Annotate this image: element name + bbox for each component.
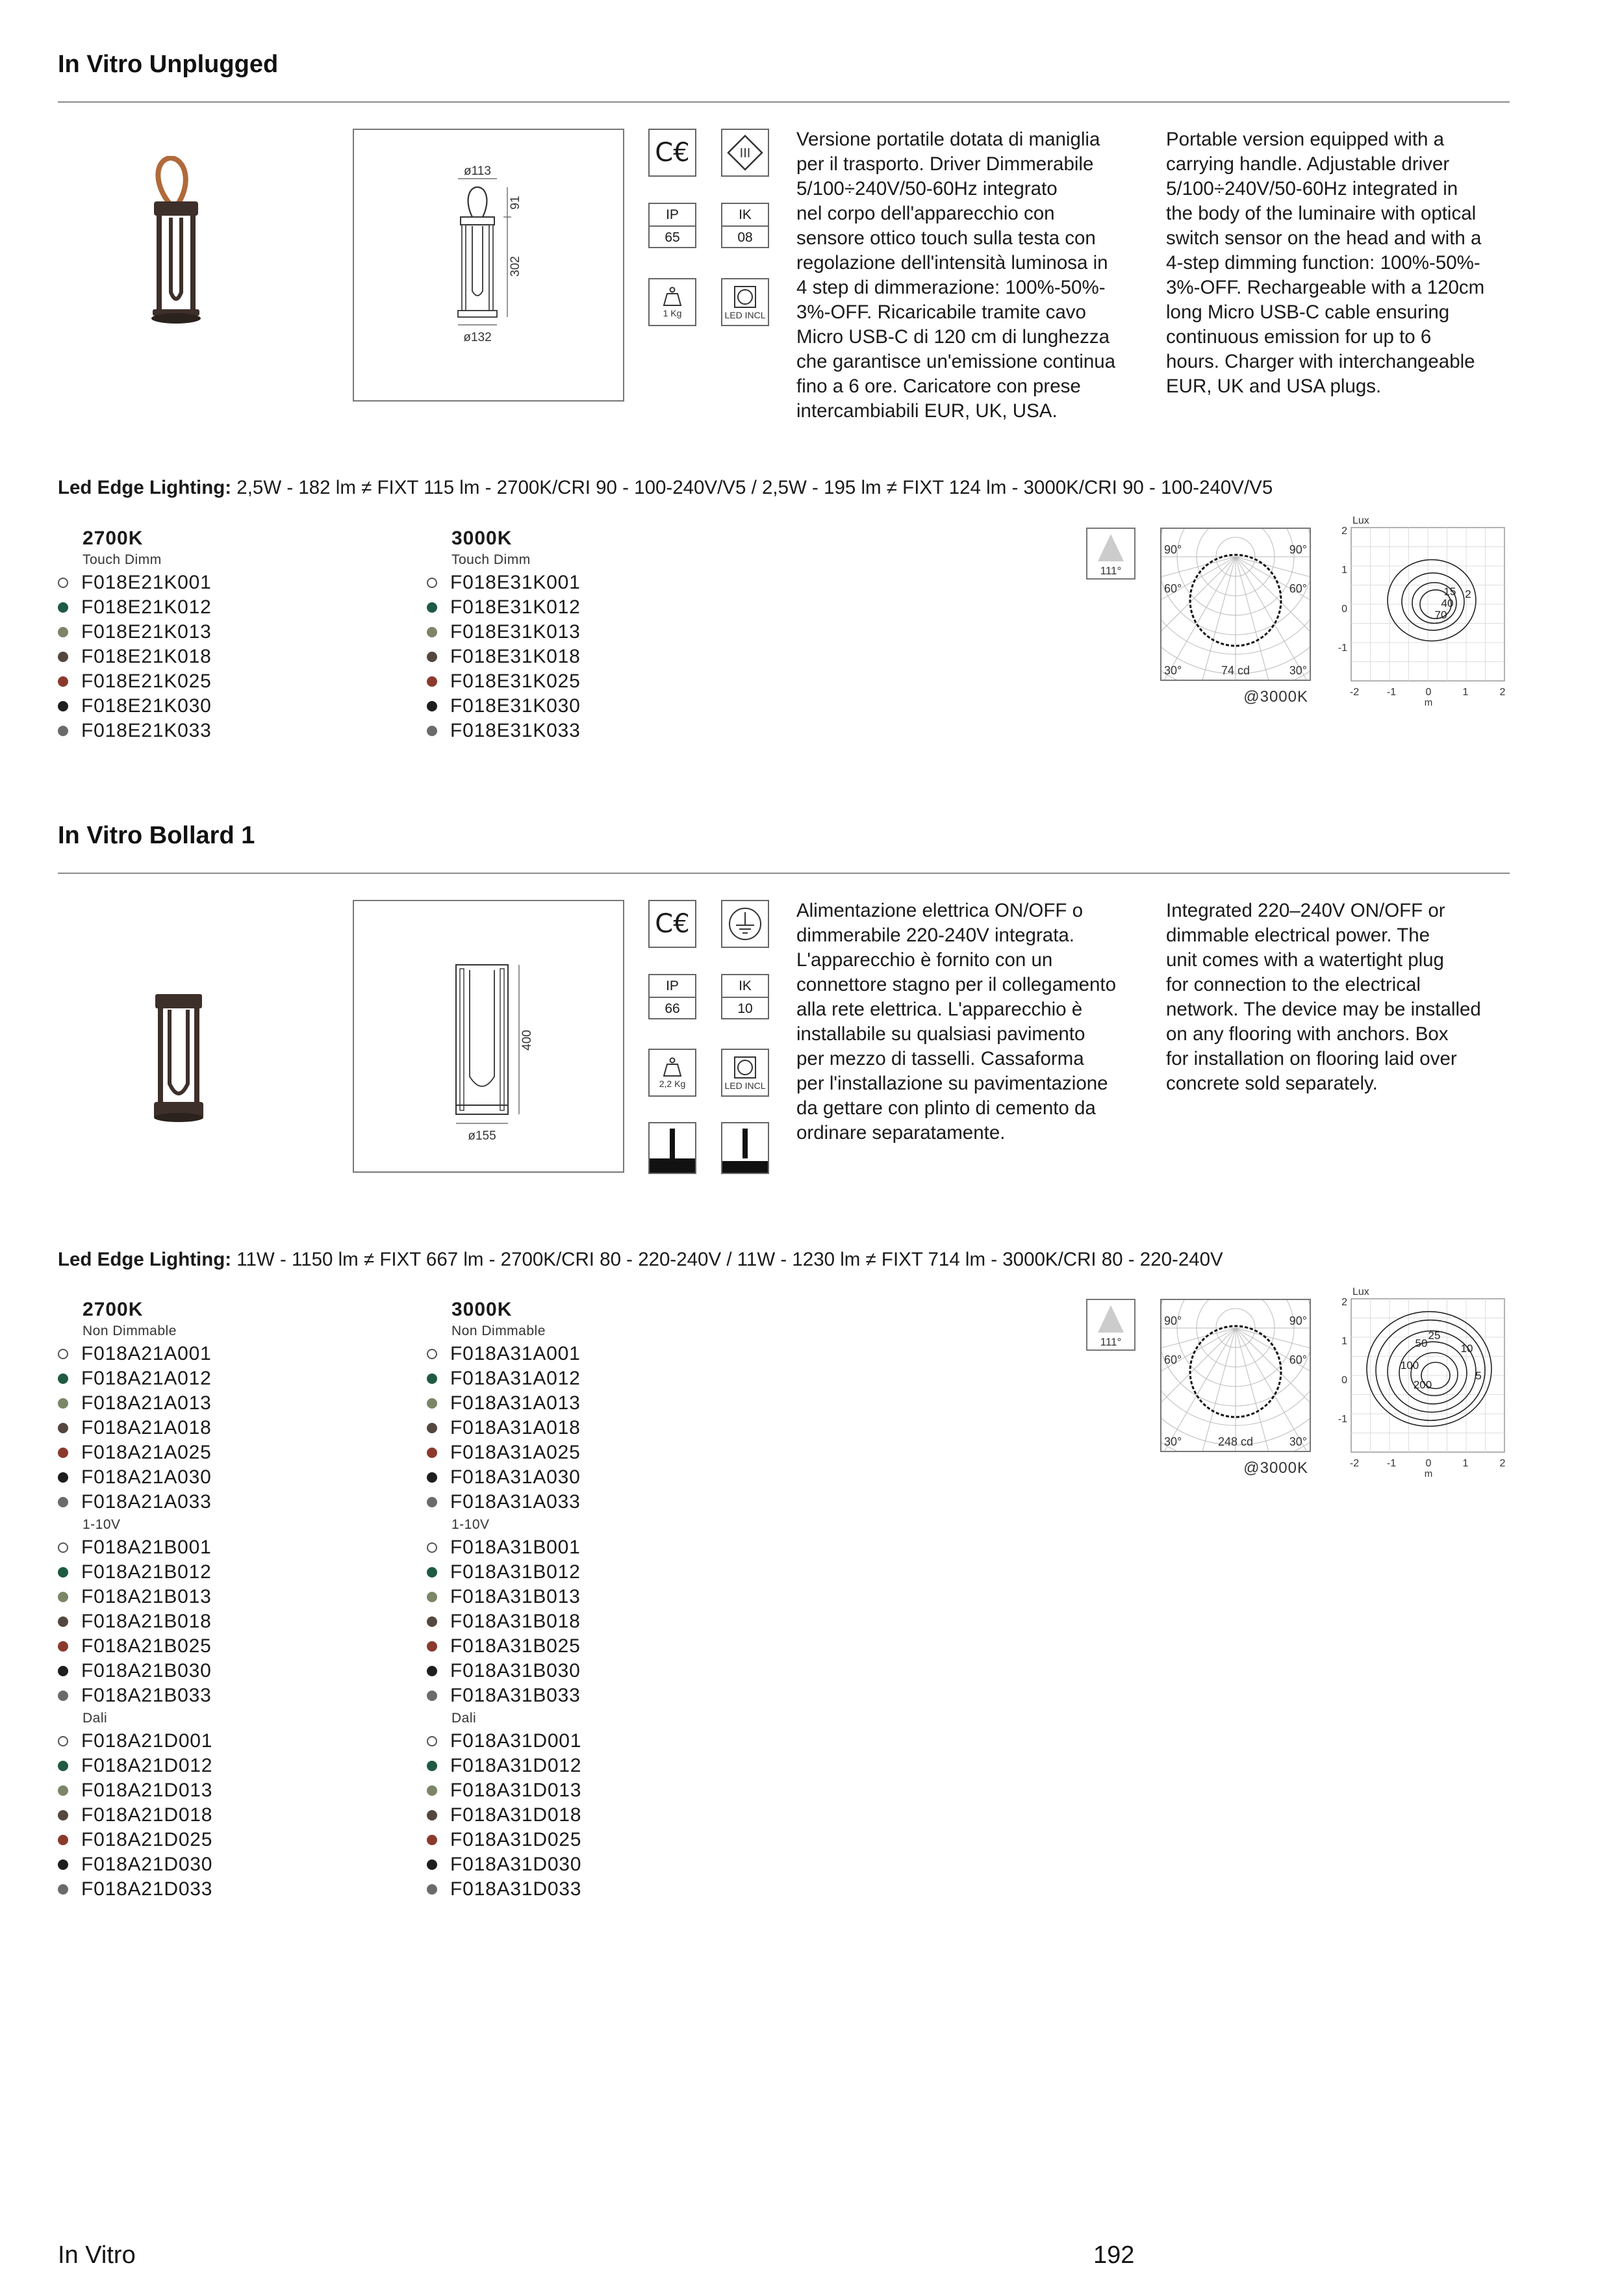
finish-color-swatch [58, 726, 68, 736]
color-temperature-heading: 3000K [451, 528, 513, 549]
finish-color-swatch [427, 1736, 437, 1746]
finish-color-swatch [427, 1497, 437, 1507]
finish-color-swatch [427, 1448, 437, 1458]
product-code-row [427, 1828, 765, 1852]
polar-label: 90° [1164, 543, 1182, 556]
product-code-row [58, 1754, 396, 1778]
product-code-list [427, 1535, 765, 1708]
product-code-row [427, 620, 765, 645]
product-code-row [58, 1535, 396, 1560]
product-code-row [427, 1585, 765, 1609]
ik-value: 10 [722, 997, 768, 1018]
isolux-diagram-bollard [1332, 1284, 1507, 1483]
polar-label: 90° [1289, 1314, 1307, 1327]
product-code: F018A31A033 [450, 1491, 581, 1513]
isolux-y-tick: 1 [1341, 565, 1347, 576]
page-number: 192 [1093, 2242, 1135, 2269]
finish-color-swatch [427, 1641, 437, 1652]
product-code-row [427, 1659, 765, 1683]
finish-color-swatch [427, 1398, 437, 1409]
isolux-value-label: 5 [1475, 1370, 1482, 1382]
finish-color-swatch [427, 1761, 437, 1771]
technical-drawing-unplugged [353, 129, 624, 402]
finish-color-swatch [427, 1666, 437, 1676]
polar-label: 90° [1164, 1314, 1182, 1327]
product-code: F018A21B013 [81, 1586, 212, 1607]
product-code-row [427, 1416, 765, 1440]
color-temperature-heading: 3000K [451, 1299, 513, 1320]
description-italian-bollard: Alimentazione elettrica ON/OFF o dimmerabile 220-240V integrata. L'apparecchio è fornito con un connettore stagno per il collegamento alla rete elettrica. L'apparecchio è installabile su qualsiasi pavimento per mezzo di tasselli. Cassaforma per l'installazione su pavimentazione da gettare con plinto di cemento da ordinare separatamente. [796, 900, 1116, 1143]
product-code: F018A21D030 [81, 1854, 213, 1875]
isolux-unit-label: Lux [1352, 1286, 1369, 1297]
floor-mount-icon [648, 1122, 696, 1174]
product-code-row [58, 1465, 396, 1490]
product-code: F018A31B025 [450, 1635, 581, 1657]
ce-mark-icon: C€ [648, 900, 696, 948]
ip-value: 66 [650, 997, 695, 1018]
class-iii-label: III [739, 146, 751, 160]
ip-label: IP [666, 978, 679, 993]
finish-color-swatch [58, 1810, 68, 1820]
isolux-y-tick: 0 [1341, 1375, 1347, 1386]
finish-color-swatch [58, 1497, 68, 1507]
finish-color-swatch [427, 602, 437, 613]
product-code-list [58, 1535, 396, 1708]
polar-diagram-bollard [1160, 1299, 1311, 1481]
finish-color-swatch [427, 1542, 437, 1553]
ip-rating-badge [648, 974, 696, 1019]
led-included-icon [721, 278, 769, 326]
finish-color-swatch [58, 1616, 68, 1627]
led-included-label: LED INCL [724, 1080, 766, 1091]
led-included-label: LED INCL [724, 310, 766, 320]
product-code-row [58, 694, 396, 719]
polar-diagram-unplugged [1160, 528, 1311, 710]
isolux-diagram-unplugged [1332, 513, 1507, 711]
product-code-row [427, 1465, 765, 1490]
product-code-row [58, 1560, 396, 1585]
finish-color-swatch [427, 1859, 437, 1870]
product-code: F018E21K001 [81, 572, 212, 593]
control-type-label: Non Dimmable [82, 1323, 177, 1338]
finish-color-swatch [58, 1423, 68, 1433]
finish-color-swatch [58, 1398, 68, 1409]
product-code: F018A21B025 [81, 1635, 212, 1657]
finish-color-swatch [58, 1592, 68, 1602]
dim-diameter-top: ø113 [464, 164, 491, 178]
product-code-row [58, 1634, 396, 1659]
polar-label: 90° [1289, 543, 1307, 556]
product-code-row [427, 1342, 765, 1366]
finish-color-swatch [58, 1666, 68, 1676]
product-code: F018A21D013 [81, 1780, 213, 1801]
finish-color-swatch [427, 726, 437, 736]
product-code: F018A21A012 [81, 1368, 212, 1389]
control-type-label: 1-10V [451, 1517, 490, 1532]
ip-rating-badge [648, 203, 696, 248]
finish-color-swatch [427, 1616, 437, 1627]
description-english-unplugged: Portable version equipped with a carrying handle. Adjustable driver 5/100÷240V/50-60Hz integrated in the body of the luminaire with optical switch sensor on the head and with a 4-step dimming function: 100%-50%- 3%-OFF. Rechargeable with a 120cm long Micro USB-C cable ensuring continuous emission for up to 6 hours. Charger with interchangeable EUR, UK and USA plugs. [1166, 129, 1485, 397]
product-code-row [427, 1609, 765, 1634]
control-type-label: Touch Dimm [451, 552, 531, 567]
isolux-x-tick: 0 [1425, 1458, 1432, 1469]
finish-color-swatch [58, 627, 68, 637]
finish-color-swatch [427, 1423, 437, 1433]
product-code-row [58, 1585, 396, 1609]
finish-color-swatch [427, 701, 437, 711]
isolux-value-label: 2 [1465, 588, 1471, 600]
cct-label: @3000K [1243, 688, 1308, 706]
product-code-row [58, 645, 396, 669]
finish-color-swatch [58, 1835, 68, 1845]
product-code: F018A21D001 [81, 1730, 213, 1752]
product-code: F018A21A025 [81, 1442, 212, 1463]
product-code-row [58, 620, 396, 645]
finish-color-swatch [427, 1373, 437, 1384]
product-code: F018A21B001 [81, 1537, 212, 1558]
finish-color-swatch [58, 676, 68, 687]
product-code-row [58, 669, 396, 694]
isolux-value-label: 40 [1441, 597, 1454, 609]
product-code-row [58, 1729, 396, 1754]
earth-ground-icon [721, 900, 769, 948]
led-spec-line-unplugged: Led Edge Lighting: 2,5W - 182 lm ≠ FIXT 115 lm - 2700K/CRI 90 - 100-240V/V5 / 2,5W - 195 lm ≠ FIXT 124 lm - 3000K/CRI 90 - 100-240V/V5 [58, 477, 1273, 498]
finish-color-swatch [427, 578, 437, 588]
product-code: F018A21A001 [81, 1343, 212, 1364]
product-code: F018A21A030 [81, 1466, 212, 1488]
finish-color-swatch [427, 1835, 437, 1845]
product-code: F018A31A025 [450, 1442, 581, 1463]
isolux-x-tick: -2 [1349, 687, 1360, 698]
finish-color-swatch [427, 627, 437, 637]
product-code: F018A31D033 [450, 1878, 582, 1900]
product-code: F018A31A018 [450, 1417, 581, 1438]
color-temperature-heading: 2700K [82, 528, 144, 549]
product-code-row [427, 669, 765, 694]
product-code: F018A31B013 [450, 1586, 581, 1607]
product-code: F018A21B033 [81, 1685, 212, 1706]
polar-label: 30° [1289, 1435, 1307, 1448]
product-code-row [427, 1852, 765, 1877]
footer-collection-name: In Vitro [58, 2242, 136, 2269]
isolux-y-tick: -1 [1338, 643, 1347, 654]
code-column-3000k-bollard [427, 1299, 765, 1902]
product-code: F018A21D033 [81, 1878, 213, 1900]
product-code-row [427, 719, 765, 743]
product-code-row [58, 570, 396, 595]
polar-label: 30° [1164, 1435, 1182, 1448]
led-spec-line-bollard: Led Edge Lighting: 11W - 1150 lm ≠ FIXT 667 lm - 2700K/CRI 80 - 220-240V / 11W - 1230 lm ≠ FIXT 714 lm - 3000K/CRI 80 - 220-240V [58, 1249, 1223, 1270]
polar-label: 30° [1164, 664, 1182, 677]
product-code-row [58, 1490, 396, 1514]
description-italian-unplugged: Versione portatile dotata di maniglia per il trasporto. Driver Dimmerabile 5/100÷240V/50-60Hz integrato nel corpo dell'apparecchio con sensore ottico touch sulla testa con regolazione dell'intensità luminosa in 4 step di dimmerazione: 100%-50%- 3%-OFF. Ricaricabile tramite cavo Micro USB-C di 120 cm di lunghezza che garantisce un'emissione continua fino a 6 ore. Caricatore con prese intercambiabili EUR, UK, USA. [796, 129, 1116, 422]
finish-color-swatch [58, 1761, 68, 1771]
isolux-value-label: 70 [1434, 609, 1447, 621]
product-code: F018A21A013 [81, 1392, 212, 1414]
beam-angle-icon [1086, 1299, 1136, 1351]
finish-color-swatch [58, 1472, 68, 1483]
beam-angle-icon [1086, 528, 1136, 580]
product-code-row [427, 1366, 765, 1391]
product-code-row [427, 694, 765, 719]
finish-color-swatch [427, 1567, 437, 1578]
product-code: F018A31B030 [450, 1660, 581, 1681]
finish-color-swatch [58, 1349, 68, 1359]
isolux-x-tick: -2 [1349, 1458, 1360, 1469]
control-type-label: Non Dimmable [451, 1323, 546, 1338]
ik-value: 08 [722, 225, 768, 247]
product-code: F018A31B001 [450, 1537, 581, 1558]
description-english-bollard: Integrated 220–240V ON/OFF or dimmable electrical power. The unit comes with a watertight plug for connection to the electrical network. The device may be installed on any flooring with anchors. Box for installation on flooring laid over concrete sold separately. [1166, 900, 1481, 1094]
finish-color-swatch [58, 578, 68, 588]
product-code-row [58, 1391, 396, 1416]
product-code-row [58, 1877, 396, 1902]
product-code-list [427, 570, 765, 743]
product-code-row [427, 570, 765, 595]
product-code: F018E21K013 [81, 621, 212, 643]
finish-color-swatch [58, 1859, 68, 1870]
polar-label: 60° [1164, 1353, 1182, 1366]
isolux-x-unit: m [1424, 1468, 1433, 1479]
isolux-value-label: 200 [1413, 1379, 1432, 1391]
weight-label: 2,2 Kg [659, 1079, 686, 1089]
product-code: F018A21D012 [81, 1755, 213, 1776]
product-code: F018A31A012 [450, 1368, 581, 1389]
product-code-row [58, 1828, 396, 1852]
control-type-label: 1-10V [82, 1517, 121, 1532]
ip-label: IP [666, 207, 679, 222]
finish-color-swatch [58, 1884, 68, 1895]
product-code: F018E31K013 [450, 621, 581, 643]
product-code: F018A21D025 [81, 1829, 213, 1850]
product-code-row [427, 1729, 765, 1754]
finish-color-swatch [58, 1448, 68, 1458]
ce-mark-icon: C€ [648, 129, 696, 177]
product-code-row [58, 1778, 396, 1803]
product-code-row [58, 1366, 396, 1391]
product-code-list [427, 1342, 765, 1514]
code-column-2700k-unplugged [58, 528, 396, 743]
product-code-row [58, 1659, 396, 1683]
isolux-y-tick: 2 [1341, 526, 1347, 537]
product-code: F018A31B012 [450, 1561, 581, 1583]
product-code-row [427, 1560, 765, 1585]
product-image-bollard [153, 993, 205, 1123]
product-code: F018A21A018 [81, 1417, 212, 1438]
finish-color-swatch [58, 701, 68, 711]
finish-color-swatch [58, 1567, 68, 1578]
ik-rating-badge [721, 974, 769, 1019]
product-code-row [58, 1416, 396, 1440]
polar-label: 60° [1164, 582, 1182, 595]
isolux-x-tick: 2 [1499, 687, 1506, 698]
product-code-row [58, 1683, 396, 1708]
product-code-row [427, 1778, 765, 1803]
polar-label: 30° [1289, 664, 1307, 677]
isolux-value-label: 100 [1400, 1359, 1419, 1372]
class-iii-icon [721, 129, 769, 177]
product-code: F018E21K012 [81, 596, 212, 618]
product-code-row [427, 1634, 765, 1659]
product-code: F018A31D018 [450, 1804, 582, 1826]
code-column-2700k-bollard [58, 1299, 396, 1902]
product-code: F018A21B018 [81, 1611, 212, 1632]
product-code: F018E21K030 [81, 695, 212, 717]
product-code: F018E21K018 [81, 646, 212, 667]
weight-icon [648, 278, 696, 326]
product-code-row [427, 1877, 765, 1902]
product-code: F018A21B012 [81, 1561, 212, 1583]
isolux-y-tick: 2 [1341, 1297, 1347, 1308]
product-code: F018E21K033 [81, 720, 212, 741]
product-code-row [427, 1490, 765, 1514]
finish-color-swatch [427, 1810, 437, 1820]
finish-color-swatch [58, 1736, 68, 1746]
product-code-row [427, 595, 765, 620]
dim-height: 400 [520, 1030, 534, 1051]
section-divider [58, 101, 1510, 103]
isolux-value-label: 15 [1443, 585, 1456, 598]
product-code-row [427, 1535, 765, 1560]
finish-color-swatch [58, 1373, 68, 1384]
product-code-row [58, 1609, 396, 1634]
dim-diameter-bottom: ø132 [463, 331, 492, 344]
weight-icon [648, 1049, 696, 1097]
product-code: F018A31D013 [450, 1780, 582, 1801]
product-code-list [58, 570, 396, 743]
isolux-unit-label: Lux [1352, 515, 1369, 526]
beam-angle-label: 111° [1100, 565, 1122, 577]
ip-value: 65 [650, 225, 695, 247]
finish-color-swatch [58, 652, 68, 662]
finish-color-swatch [427, 652, 437, 662]
isolux-y-tick: -1 [1338, 1414, 1347, 1425]
cct-label: @3000K [1243, 1459, 1308, 1477]
product-code: F018A31A001 [450, 1343, 581, 1364]
dim-body-height: 302 [509, 256, 522, 277]
isolux-value-label: 50 [1415, 1337, 1428, 1349]
product-code-row [58, 1342, 396, 1366]
finish-color-swatch [427, 1691, 437, 1701]
product-code-row [427, 1754, 765, 1778]
product-code: F018A31D025 [450, 1829, 582, 1850]
isolux-x-tick: -1 [1386, 687, 1397, 698]
product-code: F018E31K018 [450, 646, 581, 667]
product-code-row [58, 595, 396, 620]
ik-label: IK [739, 207, 752, 222]
product-code: F018A31A030 [450, 1466, 581, 1488]
finish-color-swatch [427, 1785, 437, 1796]
product-code-row [427, 1440, 765, 1465]
product-image-unplugged [140, 156, 211, 328]
ground-mount-icon [721, 1122, 769, 1174]
finish-color-swatch [58, 1641, 68, 1652]
product-code: F018E31K030 [450, 695, 581, 717]
dim-diameter: ø155 [468, 1129, 496, 1143]
isolux-value-label: 25 [1428, 1329, 1441, 1342]
finish-color-swatch [58, 1691, 68, 1701]
product-code: F018E31K012 [450, 596, 581, 618]
product-code: F018E31K025 [450, 671, 581, 692]
product-code: F018E21K025 [81, 671, 212, 692]
product-code: F018A31D001 [450, 1730, 582, 1752]
ik-label: IK [739, 978, 752, 993]
product-code: F018A31A013 [450, 1392, 581, 1414]
code-column-3000k-unplugged [427, 528, 765, 743]
product-code: F018A21D018 [81, 1804, 213, 1826]
polar-label: 60° [1289, 582, 1307, 595]
finish-color-swatch [58, 1542, 68, 1553]
finish-color-swatch [427, 676, 437, 687]
finish-color-swatch [427, 1592, 437, 1602]
technical-drawing-bollard [353, 900, 624, 1173]
product-code-row [427, 645, 765, 669]
product-code-row [58, 1440, 396, 1465]
product-code-row [58, 719, 396, 743]
product-code: F018E31K001 [450, 572, 581, 593]
polar-label: 248 cd [1217, 1435, 1254, 1448]
section-title-bollard: In Vitro Bollard 1 [58, 822, 255, 849]
product-code: F018A21B030 [81, 1660, 212, 1681]
polar-label: 60° [1289, 1353, 1307, 1366]
product-code-row [427, 1391, 765, 1416]
product-code: F018A31D030 [450, 1854, 582, 1875]
product-code-row [58, 1803, 396, 1828]
product-code: F018A31B018 [450, 1611, 581, 1632]
section-title-unplugged: In Vitro Unplugged [58, 51, 279, 78]
isolux-x-tick: 1 [1462, 1458, 1469, 1469]
finish-color-swatch [58, 602, 68, 613]
isolux-y-tick: 0 [1341, 604, 1347, 615]
product-code-row [58, 1852, 396, 1877]
section-divider [58, 873, 1510, 874]
product-code: F018E31K033 [450, 720, 581, 741]
product-code-list [427, 1729, 765, 1902]
isolux-y-tick: 1 [1341, 1336, 1347, 1347]
isolux-x-tick: 1 [1462, 687, 1469, 698]
isolux-x-tick: -1 [1386, 1458, 1397, 1469]
isolux-x-tick: 2 [1499, 1458, 1506, 1469]
product-code-row [427, 1683, 765, 1708]
isolux-x-tick: 0 [1425, 687, 1432, 698]
product-code: F018A21A033 [81, 1491, 212, 1513]
finish-color-swatch [427, 1884, 437, 1895]
product-code-list [58, 1729, 396, 1902]
control-type-label: Dali [82, 1711, 108, 1726]
finish-color-swatch [427, 1349, 437, 1359]
finish-color-swatch [427, 1472, 437, 1483]
dim-handle-height: 91 [509, 196, 522, 210]
color-temperature-heading: 2700K [82, 1299, 144, 1320]
product-code: F018A31D012 [450, 1755, 582, 1776]
ik-rating-badge [721, 203, 769, 248]
polar-label: 74 cd [1221, 664, 1250, 677]
control-type-label: Dali [451, 1711, 477, 1726]
product-code-row [427, 1803, 765, 1828]
beam-angle-label: 111° [1100, 1336, 1122, 1348]
product-code: F018A31B033 [450, 1685, 581, 1706]
control-type-label: Touch Dimm [82, 552, 162, 567]
finish-color-swatch [58, 1785, 68, 1796]
weight-label: 1 Kg [663, 308, 682, 318]
led-included-icon [721, 1049, 769, 1097]
isolux-value-label: 10 [1460, 1342, 1473, 1355]
product-code-list [58, 1342, 396, 1514]
isolux-x-unit: m [1424, 697, 1433, 708]
